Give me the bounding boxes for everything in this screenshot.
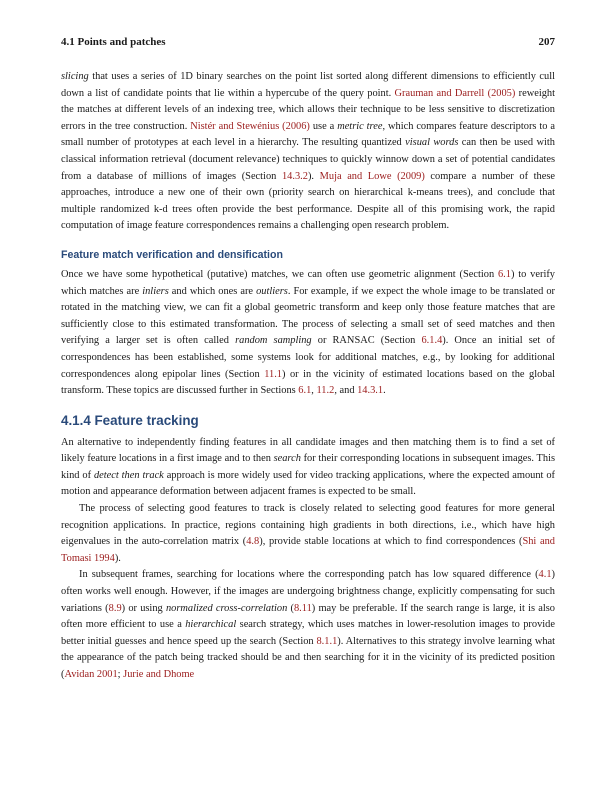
paragraph-good-features	[61, 501, 555, 567]
reference-link[interactable]: 6.1	[497, 268, 511, 280]
body-text: An alternative to independently finding features in all candidate images and then matching them is to find a set of likely feature locations in a first image and to then	[61, 436, 555, 465]
paragraph-detect-then-track	[61, 435, 555, 501]
body-text: ). Once an initial set of correspondences has been established, some systems look for additional matches, e.g., by looking for additional correspondences along epipolar lines (Section	[61, 335, 556, 380]
emphasis-text: hierarchical	[185, 619, 237, 631]
reference-link[interactable]: Shi and Tomasi 1994	[61, 536, 555, 564]
body-text: can then be used with classical information retrieval (document relevance) techniques to quickly winnow down a set of potential candidates from a database of millions of images (Section	[61, 137, 555, 182]
subsection-title: Feature match verification and densification	[61, 248, 283, 261]
body-text: ) or in the vicinity of estimated locations based on the global transform. These topics are discussed further in Sections	[61, 368, 555, 397]
body-text: ) may be preferable. If the search range is large, it is also often more efficient to use a	[61, 602, 555, 631]
reference-link[interactable]: 11.2	[316, 385, 335, 397]
body-text: , which compares feature descriptors to a small number of prototypes at each level in a hierarchy. The resulting quantized	[61, 120, 556, 149]
body-text: . For example, if we expect the whole image to be translated or rotated in the matching view, we can fit a global geometric transform and keep only those feature matches that are sufficiently close to this estimated transformation. The process of selecting a small set of seed matches and then verifying a larger set is often called	[61, 285, 555, 347]
body-text: ), provide stable locations at which to find correspondences (	[259, 536, 523, 548]
reference-link[interactable]: 4.1	[538, 569, 552, 581]
body-text: ) often works well enough. However, if the images are undergoing brightness change, explicitly compensating for such variations (	[61, 569, 555, 614]
emphasis-text: metric tree	[337, 120, 383, 132]
paragraph-search-structures	[61, 69, 555, 235]
body-text: ) or using	[121, 602, 166, 614]
body-text: ) to verify which matches are	[61, 268, 555, 297]
body-text: ;	[117, 669, 124, 680]
reference-link[interactable]: 11.1	[264, 368, 282, 380]
emphasis-text: random sampling	[235, 335, 312, 347]
body-text: In subsequent frames, searching for locations where the corresponding patch has low squared difference (	[79, 569, 539, 581]
reference-link[interactable]: 8.11	[293, 602, 312, 614]
reference-link[interactable]: 14.3.1	[357, 385, 384, 397]
reference-link[interactable]: 6.1	[298, 385, 312, 397]
page	[61, 36, 555, 684]
reference-link[interactable]: 14.3.2	[281, 170, 308, 182]
reference-link[interactable]: Avidan 2001	[64, 669, 118, 680]
body-text: The process of selecting good features to track is closely related to selecting good features for more general recognition applications. In practice, regions containing high gradients in both directions, i.e., which have high eigenvalues in the auto-correlation matrix (	[61, 503, 555, 548]
body-text: Once we have some hypothetical (putative) matches, we can often use geometric alignment (Section	[61, 268, 498, 280]
running-header	[61, 36, 555, 48]
reference-link[interactable]: Jurie and Dhome	[123, 669, 195, 680]
body-text: (	[287, 602, 294, 614]
body-text: ).	[114, 552, 121, 564]
body-text: for their corresponding locations in subsequent images. This kind of	[61, 453, 555, 481]
emphasis-text: outliers	[256, 285, 288, 297]
paragraph-subsequent-frames	[61, 567, 555, 683]
body-text: reweight the matches at different levels of an indexing tree, which allows their technique to be less sensitive to discretization errors in the tree construction.	[61, 87, 555, 132]
paragraph-match-verification	[61, 267, 555, 400]
reference-link[interactable]: Nistér and Stewénius (2006)	[190, 120, 310, 132]
emphasis-text: search	[273, 453, 301, 465]
body-text: or RANSAC (Section	[311, 335, 422, 347]
body-text: compare a number of these approaches, introduce a new one of their own (priority search on hierarchical k-means trees), and conclude that multiple randomized k-d trees often provide the best performance. Despite all of this promising work, the rapid computation of image feature correspondences remains a challenging open research problem.	[61, 170, 556, 232]
body-text: that uses a series of 1D binary searches on the point list sorted along different dimensions to efficiently cull down a list of candidate points that lie within a hypercube of the query point.	[61, 71, 555, 99]
section-title: 4.1.4 Feature tracking	[61, 412, 199, 428]
body-text: ,	[311, 385, 317, 397]
body-text: .	[383, 385, 386, 397]
emphasis-text: detect then track	[93, 469, 164, 481]
running-header-section: 4.1 Points and patches	[61, 36, 166, 48]
body-text: search strategy, which uses matches in lower-resolution images to provide better initial guesses and hence speed up the search (Section	[61, 619, 555, 647]
reference-link[interactable]: Grauman and Darrell (2005)	[394, 87, 516, 99]
body-text: use a	[309, 120, 338, 132]
page-number: 207	[538, 36, 555, 48]
reference-link[interactable]: 8.9	[108, 602, 122, 614]
body-text: ). Alternatives to this strategy involve learning what the appearance of the patch being tracked should be and then searching for it in the vicinity of its predicted position (	[61, 635, 556, 680]
emphasis-text: slicing	[61, 71, 89, 82]
emphasis-text: inliers	[142, 285, 169, 297]
reference-link[interactable]: 6.1.4	[421, 335, 443, 347]
emphasis-text: visual words	[405, 137, 459, 149]
emphasis-text: normalized cross-correlation	[165, 602, 288, 614]
reference-link[interactable]: 8.1.1	[316, 635, 338, 647]
reference-link[interactable]: Muja and Lowe (2009)	[319, 170, 425, 182]
body-text: approach is more widely used for video tracking applications, where the expected amount of motion and appearance deformation between adjacent frames is expected to be small.	[61, 469, 555, 498]
body-text: ).	[307, 170, 320, 182]
body-text: , and	[334, 385, 358, 397]
body-text: and which ones are	[168, 285, 257, 297]
reference-link[interactable]: 4.8	[246, 536, 260, 548]
